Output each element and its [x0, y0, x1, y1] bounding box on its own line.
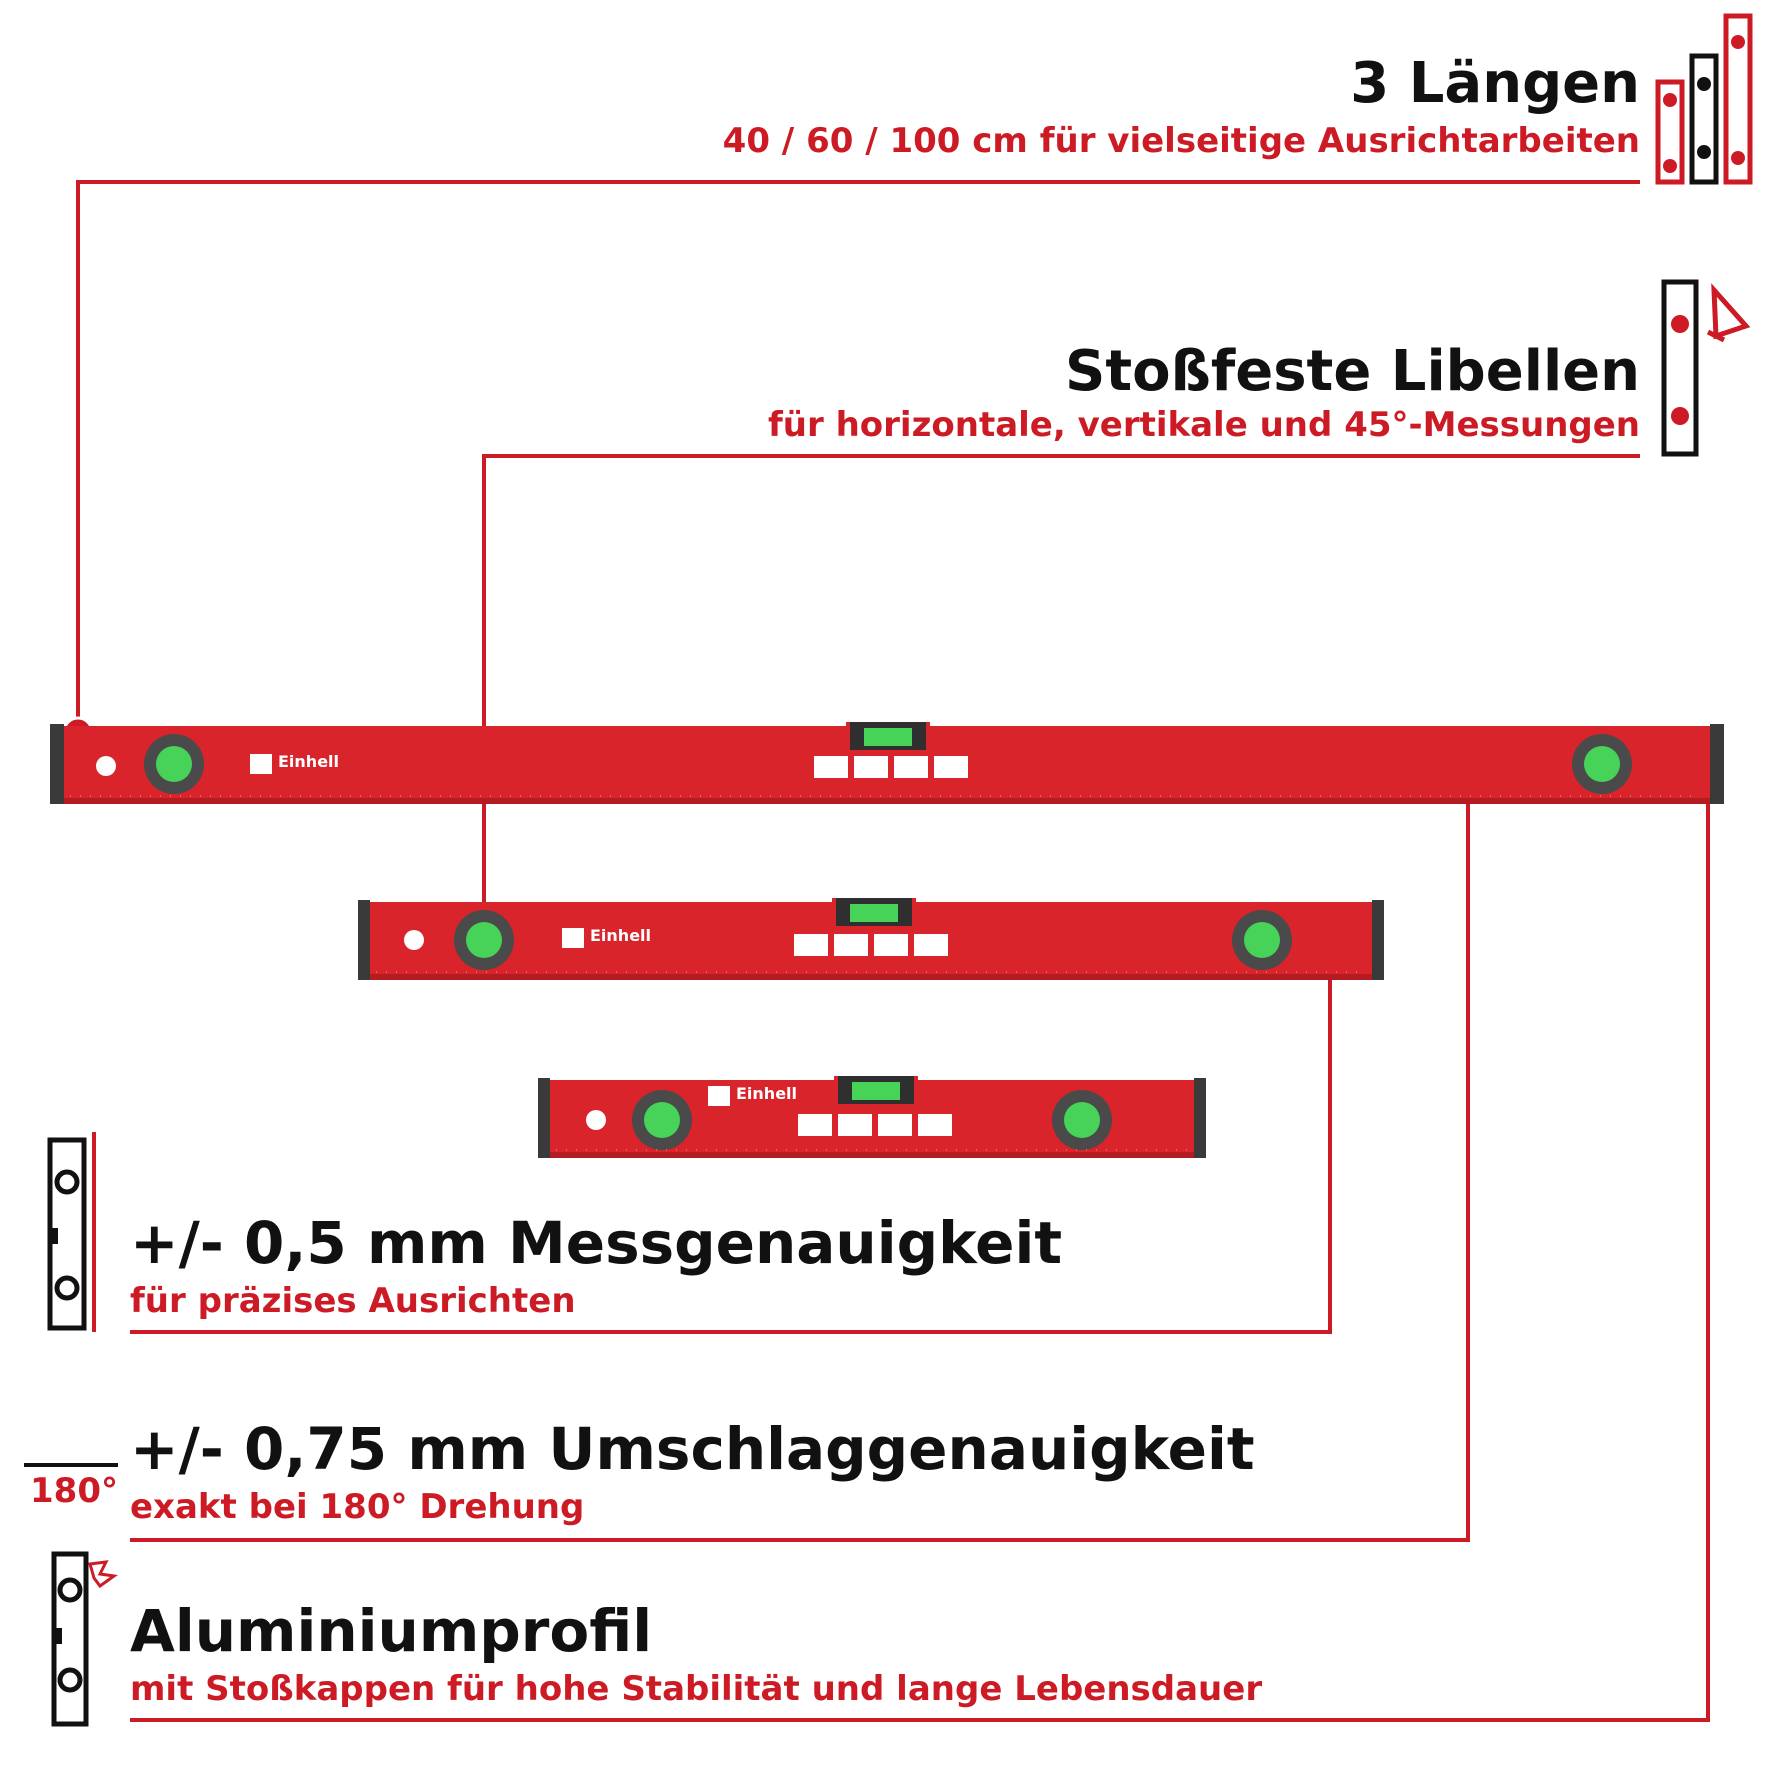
- feature-subtitle: exakt bei 180° Drehung: [130, 1487, 585, 1527]
- feature-subtitle: mit Stoßkappen für hohe Stabilität und lange Lebensdauer: [130, 1669, 1263, 1709]
- feature-messgenauigkeit: [130, 1209, 1063, 1321]
- level-60: [358, 898, 1384, 984]
- three-levels-icon: [1652, 12, 1762, 188]
- level-100: [50, 722, 1724, 808]
- feature-title: +/- 0,75 mm Umschlaggenauigkeit: [130, 1415, 1255, 1483]
- rotation-180-icon: [22, 1460, 122, 1470]
- feature-subtitle: für horizontale, vertikale und 45°-Messungen: [768, 405, 1640, 445]
- feature-umschlag: [130, 1415, 1255, 1527]
- feature-libellen: [768, 339, 1640, 445]
- feature-subtitle: 40 / 60 / 100 cm für vielseitige Ausrichtarbeiten: [722, 121, 1640, 161]
- brand-logo: Einhell: [736, 1084, 798, 1103]
- level-vertical-icon: [40, 1130, 100, 1334]
- brand-logo: Einhell: [590, 926, 652, 945]
- impact-cap-icon: [44, 1548, 120, 1730]
- feature-laengen: [722, 51, 1640, 161]
- level-40: [538, 1076, 1206, 1162]
- rotation-180-label: 180°: [30, 1471, 118, 1511]
- shock-vial-icon: [1656, 276, 1756, 462]
- feature-aluminium: [130, 1597, 1263, 1709]
- brand-logo: Einhell: [278, 752, 340, 771]
- feature-title: +/- 0,5 mm Messgenauigkeit: [130, 1209, 1063, 1277]
- feature-subtitle: für präzises Ausrichten: [130, 1281, 576, 1321]
- feature-title: Stoßfeste Libellen: [1065, 339, 1640, 404]
- feature-title: 3 Längen: [1350, 51, 1640, 116]
- feature-title: Aluminiumprofil: [130, 1597, 653, 1665]
